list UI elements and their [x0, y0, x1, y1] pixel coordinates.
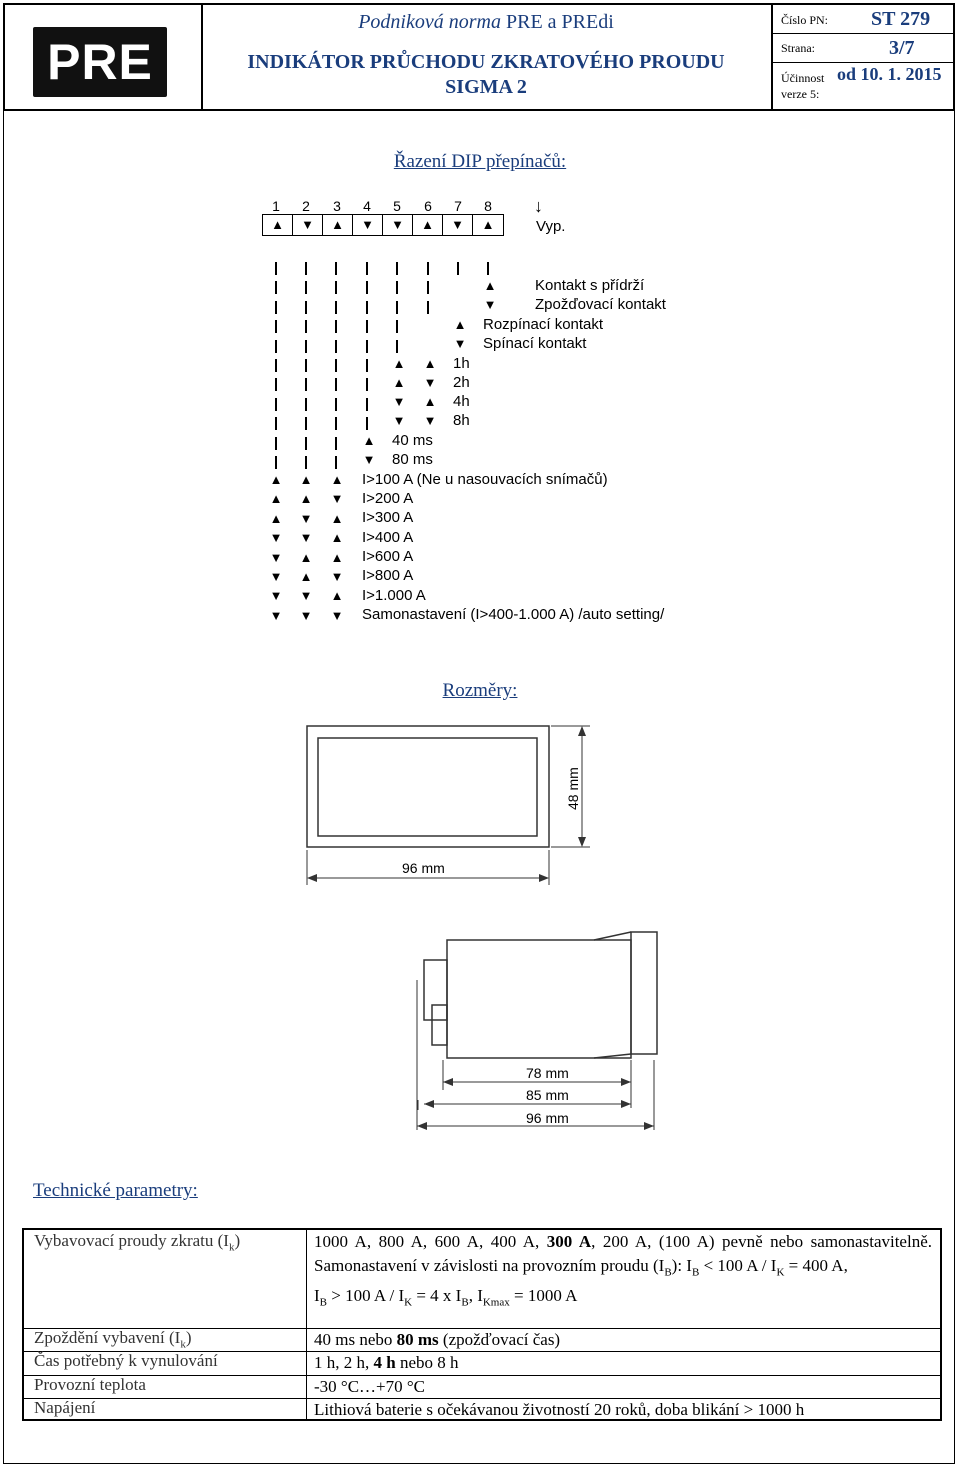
- up-arrow-icon: ▲: [330, 588, 344, 604]
- up-arrow-icon: ▲: [299, 569, 313, 584]
- down-arrow-icon: ▼: [362, 452, 376, 467]
- up-arrow-icon: ▲: [330, 530, 344, 546]
- up-arrow-icon: ▲: [330, 549, 344, 565]
- switch-state: ▲: [413, 215, 443, 235]
- up-arrow-icon: ▲: [453, 317, 467, 332]
- down-arrow-icon: ▼: [483, 297, 497, 312]
- switch-number: 5: [393, 198, 401, 214]
- down-arrow-icon: ▼: [330, 607, 344, 623]
- down-arrow-icon: ▼: [269, 569, 283, 584]
- param-value-temperature: -30 °C…+70 °C: [314, 1377, 426, 1396]
- option-label: 80 ms: [392, 451, 433, 468]
- column-divider: [306, 1230, 307, 1419]
- depth-85-label: 85 mm: [526, 1087, 569, 1103]
- down-arrow-icon: ▼: [269, 607, 283, 623]
- option-label: I>200 A: [362, 490, 414, 507]
- switch-state: ▼: [443, 215, 473, 235]
- off-arrow: ↓: [534, 196, 543, 216]
- up-arrow-icon: ▲: [362, 433, 376, 448]
- param-label: Napájení: [34, 1398, 96, 1417]
- up-arrow-icon: ▲: [423, 394, 437, 409]
- cislo-label: Číslo PN:: [781, 13, 829, 27]
- norm-suffix: PRE a PREdi: [505, 11, 614, 33]
- option-label: I>400 A: [362, 529, 414, 546]
- option-label: 1h: [453, 355, 470, 372]
- down-arrow-icon: ▼: [299, 607, 313, 623]
- up-arrow-icon: ▲: [269, 510, 283, 526]
- param-value-currents: 1000 A, 800 A, 600 A, 400 A, 300 A, 200 A, (100 A) pevně nebo samonastavitelně. Samonastavení v závislosti na provozním proudu $(I_B)$: $I_B < 100$ $A / I_K = 400$ A, $I_B > 100$ $A / I_K = 4$ x $I_B$, $I_{Kmax} = 1000$ A: [314, 1232, 932, 1309]
- option-label: Spínací kontakt: [483, 335, 587, 352]
- option-label: Kontakt s přídrží: [535, 277, 645, 294]
- switch-number: 3: [333, 198, 341, 214]
- switch-number: 4: [363, 198, 371, 214]
- tech-table: [22, 1228, 942, 1421]
- up-arrow-icon: ▲: [299, 491, 313, 507]
- tech-heading: Technické parametry:: [33, 1180, 198, 1201]
- up-arrow-icon: ▲: [392, 356, 406, 371]
- switch-number: 2: [302, 198, 310, 214]
- option-label: I>1.000 A: [362, 587, 426, 604]
- down-arrow-icon: ▼: [299, 588, 313, 604]
- up-arrow-icon: ▲: [299, 549, 313, 565]
- strana-label: Strana:: [781, 41, 815, 55]
- down-arrow-icon: ▼: [330, 569, 344, 584]
- option-label: Zpožďovací kontakt: [535, 296, 666, 313]
- side-front-bezel: [631, 932, 657, 1054]
- option-label: I>600 A: [362, 548, 414, 565]
- param-label: Vybavovací proudy zkratu $(I_k)$: [34, 1231, 241, 1254]
- option-label: 8h: [453, 412, 470, 429]
- ucinnost-label: Účinnost: [781, 71, 825, 85]
- option-label: I>800 A: [362, 567, 414, 584]
- option-label: 2h: [453, 374, 470, 391]
- param-value-reset: 1 h, 2 h, 4 h nebo 8 h: [314, 1353, 459, 1372]
- up-arrow-icon: ▲: [269, 472, 283, 487]
- down-arrow-icon: ▼: [299, 510, 313, 526]
- option-label: 40 ms: [392, 432, 433, 449]
- up-arrow-icon: ▲: [392, 375, 406, 390]
- strana-value: 3/7: [889, 37, 915, 59]
- up-arrow-icon: ▲: [330, 510, 344, 526]
- down-arrow-icon: ▼: [269, 530, 283, 546]
- ucinnost-value: od 10. 1. 2015: [837, 64, 942, 84]
- document-subtitle: SIGMA 2: [445, 76, 527, 98]
- switch-state: ▲: [263, 215, 293, 235]
- up-arrow-icon: ▲: [269, 491, 283, 507]
- down-arrow-icon: ▼: [392, 413, 406, 428]
- switch-state: ▼: [383, 215, 413, 235]
- option-label: Rozpínací kontakt: [483, 316, 604, 333]
- down-arrow-icon: ▼: [299, 530, 313, 546]
- display-window: [318, 738, 537, 836]
- up-arrow-icon: ▲: [423, 356, 437, 371]
- switch-state: ▲: [481, 217, 495, 232]
- down-arrow-icon: ▼: [423, 413, 437, 428]
- switch-number: 8: [484, 198, 492, 214]
- switch-state: ▲: [323, 215, 353, 235]
- down-arrow-icon: ▼: [330, 491, 344, 507]
- switch-state: ▼: [293, 215, 323, 235]
- up-arrow-icon: ▲: [483, 278, 497, 293]
- param-label: Zpoždění vybavení $(I_k)$: [34, 1328, 192, 1351]
- switch-number: 6: [424, 198, 432, 214]
- verze-label: verze 5:: [781, 87, 820, 101]
- down-arrow-icon: ▼: [423, 375, 437, 390]
- option-label: I>100 A (Ne u nasouvacích snímačů): [362, 471, 608, 488]
- up-arrow-icon: ▲: [330, 472, 344, 487]
- down-arrow-icon: ▼: [269, 549, 283, 565]
- logo-text: PRE: [47, 34, 153, 90]
- switch-number: 7: [454, 198, 462, 214]
- switch-state: ▼: [353, 215, 383, 235]
- option-label: 4h: [453, 393, 470, 410]
- depth-96-label: 96 mm: [526, 1110, 569, 1126]
- document-title: INDIKÁTOR PRŮCHODU ZKRATOVÉHO PROUDU: [247, 51, 725, 73]
- switch-number: 1: [272, 198, 280, 214]
- width-label: 96 mm: [402, 860, 445, 876]
- param-label: Čas potřebný k vynulování: [34, 1351, 218, 1370]
- side-body: [447, 940, 631, 1058]
- height-label: 48 mm: [565, 767, 581, 810]
- down-arrow-icon: ▼: [453, 336, 467, 351]
- off-label: Vyp.: [536, 218, 566, 235]
- up-arrow-icon: ▲: [299, 472, 313, 487]
- param-value-power: Lithiová baterie s očekávanou životností 20 roků, doba blikání > 1000 h: [314, 1400, 805, 1419]
- front-outline: [307, 726, 549, 847]
- param-value-delay: 40 ms nebo 80 ms (zpožďovací čas): [314, 1330, 561, 1349]
- dimensions-heading: Rozměry:: [442, 680, 518, 701]
- option-label: Samonastavení (I>400-1.000 A) /auto setting/: [362, 606, 665, 623]
- param-label: Provozní teplota: [34, 1375, 146, 1394]
- cislo-value: ST 279: [871, 8, 931, 30]
- dip-heading: Řazení DIP přepínačů:: [393, 151, 567, 172]
- norm-prefix: Podniková norma: [358, 11, 501, 33]
- down-arrow-icon: ▼: [269, 588, 283, 604]
- option-label: I>300 A: [362, 509, 414, 526]
- side-connector: [424, 960, 447, 1020]
- down-arrow-icon: ▼: [392, 394, 406, 409]
- depth-78-label: 78 mm: [526, 1065, 569, 1081]
